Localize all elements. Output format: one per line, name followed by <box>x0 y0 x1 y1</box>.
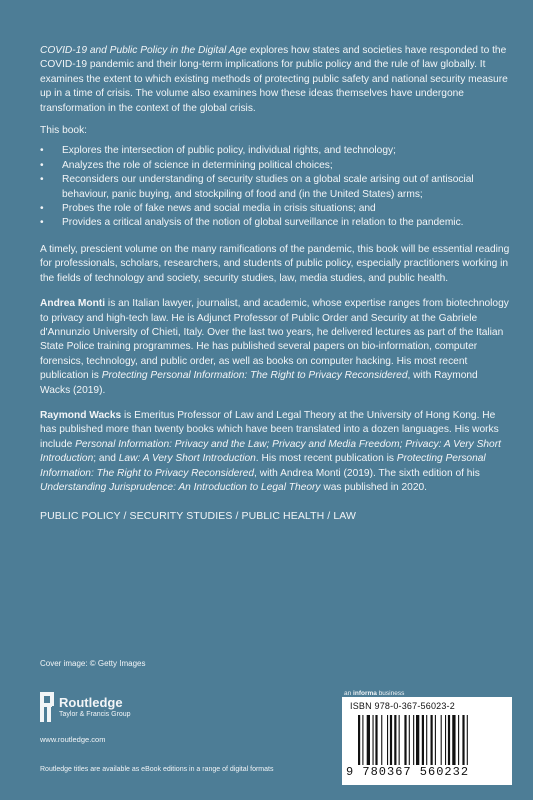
routledge-logo-icon <box>40 692 54 722</box>
publisher-website: www.routledge.com <box>40 735 106 744</box>
list-item: • Analyzes the role of science in determining political choices; <box>40 159 510 173</box>
feature-list <box>40 144 510 230</box>
barcode-bars <box>358 715 508 765</box>
publisher-group: Taylor & Francis Group <box>59 710 131 718</box>
summary-paragraph: A timely, prescient volume on the many ramifications of the pandemic, this book will be essential reading for professionals, scholars, researchers, and students of public policy, especially practitioners working in the fields of technology and society, security studies, law, media studies, and public health. <box>40 243 510 284</box>
informa-business-label: an informa business <box>344 690 405 697</box>
list-item: • Provides a critical analysis of the notion of global surveillance in relation to the pandemic. <box>40 216 510 230</box>
cover-image-credit: Cover image: © Getty Images <box>40 659 146 668</box>
author-bio-monti: Andrea Monti is an Italian lawyer, journalist, and academic, whose expertise ranges from biotechnology to privacy and high-tech law. He is Adjunct Professor of Public Order and Security at the Gabriele d'Annunzio University of Chieti, Italy. Over the last two years, he delivered lectures as part of the Italian State Police training programmes. He has published several papers on bio-information, computer forensics, technology, and public order, as well as books on computer hacking. His most recent publication is Protecting Personal Information: The Right to Privacy Reconsidered, with Raymond Wacks (2019). <box>40 298 509 396</box>
isbn-barcode <box>342 697 512 785</box>
ebook-note: Routledge titles are available as eBook editions in a range of digital formats <box>40 766 274 773</box>
list-item: • Reconsiders our understanding of security studies on a global scale arising out of antisocial behaviour, panic buying, and stockpiling of food and (in the United States) arms; <box>40 173 510 202</box>
book-title: COVID-19 and Public Policy in the Digital Age <box>40 45 247 56</box>
publisher-logo <box>40 692 131 722</box>
list-item: • Probes the role of fake news and social media in crisis situations; and <box>40 202 510 216</box>
back-cover-text <box>40 44 510 524</box>
isbn-number: ISBN 978-0-367-56023-2 <box>350 701 455 711</box>
blurb-paragraph: COVID-19 and Public Policy in the Digital Age explores how states and societies have responded to the COVID-19 pandemic and their long-term implications for public policy and the rule of law globally. It examines the extent to which existing methods of protecting public safety and national security measure up in a time of crisis. The volume also examines how these ideas themselves have undergone transformation in the context of the global crisis. <box>40 45 508 114</box>
barcode-digits: 9 780367 560232 <box>346 765 470 779</box>
publisher-name: Routledge <box>59 694 123 710</box>
author-name: Raymond Wacks <box>40 409 122 421</box>
list-item: • Explores the intersection of public policy, individual rights, and technology; <box>40 144 510 158</box>
subject-categories: PUBLIC POLICY / SECURITY STUDIES / PUBLIC HEALTH / LAW <box>40 510 357 523</box>
author-name: Andrea Monti <box>40 298 106 310</box>
author-bio-wacks: Raymond Wacks is Emeritus Professor of Law and Legal Theory at the University of Hong Kong. He has published more than twenty books which have been translated into a dozen languages. His works include Personal Information: Privacy and the Law; Privacy and Media Freedom; Privacy: A Very Short Introduction; and Law: A Very Short Introduction. His most recent publication is Protecting Personal Information: The Right to Privacy Reconsidered, with Andrea Monti (2019). The sixth edition of his Understanding Jurisprudence: An Introduction to Legal Theory was published in 2020. <box>40 409 501 493</box>
this-book-label: This book: <box>40 125 87 137</box>
